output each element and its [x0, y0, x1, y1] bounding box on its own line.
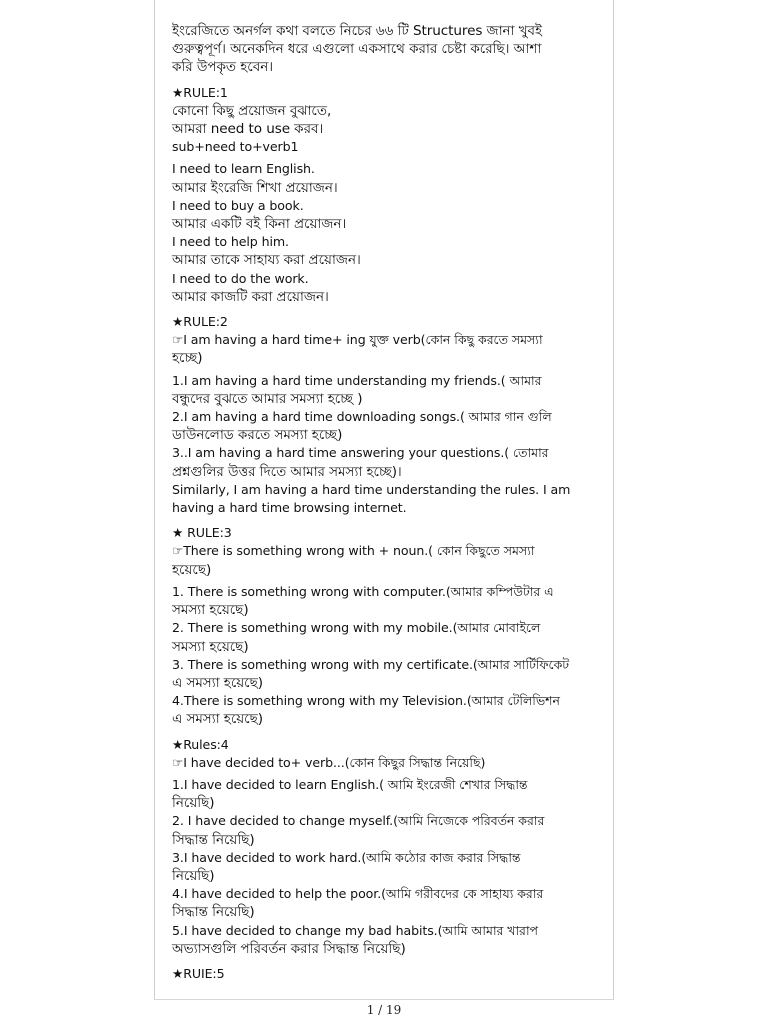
- rule-description-line: কোনো কিছু প্রয়োজন বুঝাতে,: [172, 102, 332, 119]
- spacer: [172, 958, 604, 965]
- rule-description-line: sub+need to+verb1: [172, 139, 299, 155]
- example-line: 5.I have decided to change my bad habits.(আমি আমার খারাপ: [172, 922, 538, 938]
- example-line: 1.I am having a hard time understanding my friends.( আমার: [172, 372, 542, 388]
- rule-heading: ★RULE:2: [172, 314, 228, 330]
- document-page: [154, 0, 614, 1000]
- rule-description-line: হচ্ছে): [172, 350, 203, 367]
- example-line: I need to help him.: [172, 234, 289, 250]
- example-line: প্রশ্নগুলির উত্তর দিতে আমার সমস্যা হচ্ছে)।: [172, 463, 402, 480]
- example-line: বন্ধুদের বুঝতে আমার সমস্যা হচ্ছে ): [172, 390, 363, 407]
- example-line: সিদ্ধান্ত নিয়েছি): [172, 831, 255, 848]
- rule-description-line: ☞I have decided to+ verb...(কোন কিছুর সিদ্ধান্ত নিয়েছি): [172, 754, 486, 770]
- rule-heading: ★RULE:1: [172, 84, 228, 100]
- rule-description-line: হয়েছে): [172, 561, 212, 578]
- page-indicator: 1 / 19: [366, 1003, 402, 1017]
- example-line: 3.I have decided to work hard.(আমি কঠোর কাজ করার সিদ্ধান্ত: [172, 849, 521, 865]
- example-line: এ সমস্যা হয়েছে): [172, 674, 263, 691]
- example-line: 3..I am having a hard time answering your questions.( তোমার: [172, 445, 549, 461]
- example-line: 1.I have decided to learn English.( আমি ইংরেজী শেখার সিদ্ধান্ত: [172, 776, 528, 792]
- example-line: 4.I have decided to help the poor.(আমি গরীবদের কে সাহায্য করার: [172, 886, 544, 902]
- spacer: [172, 729, 604, 736]
- spacer: [172, 77, 604, 84]
- example-line: নিয়েছি): [172, 867, 215, 884]
- example-line: 4.There is something wrong with my Television.(আমার টেলিভিশন: [172, 693, 560, 709]
- example-line: আমার ইংরেজি শিখা প্রয়োজন।: [172, 179, 338, 196]
- intro-line: ইংরেজিতে অনর্গল কথা বলতে নিচের ৬৬ টি Structures জানা খুবই: [172, 23, 542, 39]
- example-line: আমার কাজটি করা প্রয়োজন।: [172, 288, 329, 305]
- rule-heading: ★ RULE:3: [172, 525, 232, 541]
- example-line: নিয়েছি): [172, 795, 215, 812]
- example-line: 1. There is something wrong with computer.(আমার কম্পিউটার এ: [172, 583, 554, 599]
- example-line: 2. I have decided to change myself.(আমি নিজেকে পরিবর্তন করার: [172, 813, 545, 829]
- intro-line: করি উপকৃত হবেন।: [172, 59, 273, 76]
- document-content: [172, 22, 604, 983]
- rule-heading: ★RUIE:5: [172, 965, 225, 981]
- spacer: [172, 306, 604, 313]
- example-line: 3. There is something wrong with my certificate.(আমার সার্টিফিকেট: [172, 656, 570, 672]
- example-line: সিদ্ধান্ত নিয়েছি): [172, 904, 255, 921]
- example-line: 2.I am having a hard time downloading songs.( আমার গান গুলি: [172, 409, 552, 425]
- rule-description-line: আমরা need to use করব।: [172, 121, 324, 138]
- example-line: সমস্যা হয়েছে): [172, 638, 249, 655]
- example-line: I need to learn English.: [172, 161, 315, 177]
- example-line: এ সমস্যা হয়েছে): [172, 711, 263, 728]
- rule-description-line: ☞There is something wrong with + noun.( কোন কিছুতে সমস্যা: [172, 543, 535, 559]
- example-line: 2. There is something wrong with my mobile.(আমার মোবাইলে: [172, 620, 541, 636]
- example-line: আমার একটি বই কিনা প্রয়োজন।: [172, 216, 347, 233]
- rule-description-line: ☞I am having a hard time+ ing যুক্ত verb(কোন কিছু করতে সমস্যা: [172, 332, 543, 348]
- example-line: ডাউনলোড করতে সমস্যা হচ্ছে): [172, 427, 343, 444]
- example-line: Similarly, I am having a hard time understanding the rules. I am: [172, 481, 571, 497]
- example-line: সমস্যা হয়েছে): [172, 602, 249, 619]
- intro-line: গুরুত্বপূর্ণ। অনেকদিন ধরে এগুলো একসাথে করার চেষ্টা করেছি। আশা: [172, 41, 542, 58]
- example-line: having a hard time browsing internet.: [172, 500, 407, 516]
- example-line: I need to do the work.: [172, 270, 309, 286]
- rule-heading: ★Rules:4: [172, 736, 229, 752]
- example-line: অভ্যাসগুলি পরিবর্তন করার সিদ্ধান্ত নিয়েছি): [172, 940, 406, 957]
- example-line: আমার তাকে সাহায্য করা প্রয়োজন।: [172, 252, 361, 269]
- example-line: I need to buy a book.: [172, 197, 304, 213]
- spacer: [172, 517, 604, 524]
